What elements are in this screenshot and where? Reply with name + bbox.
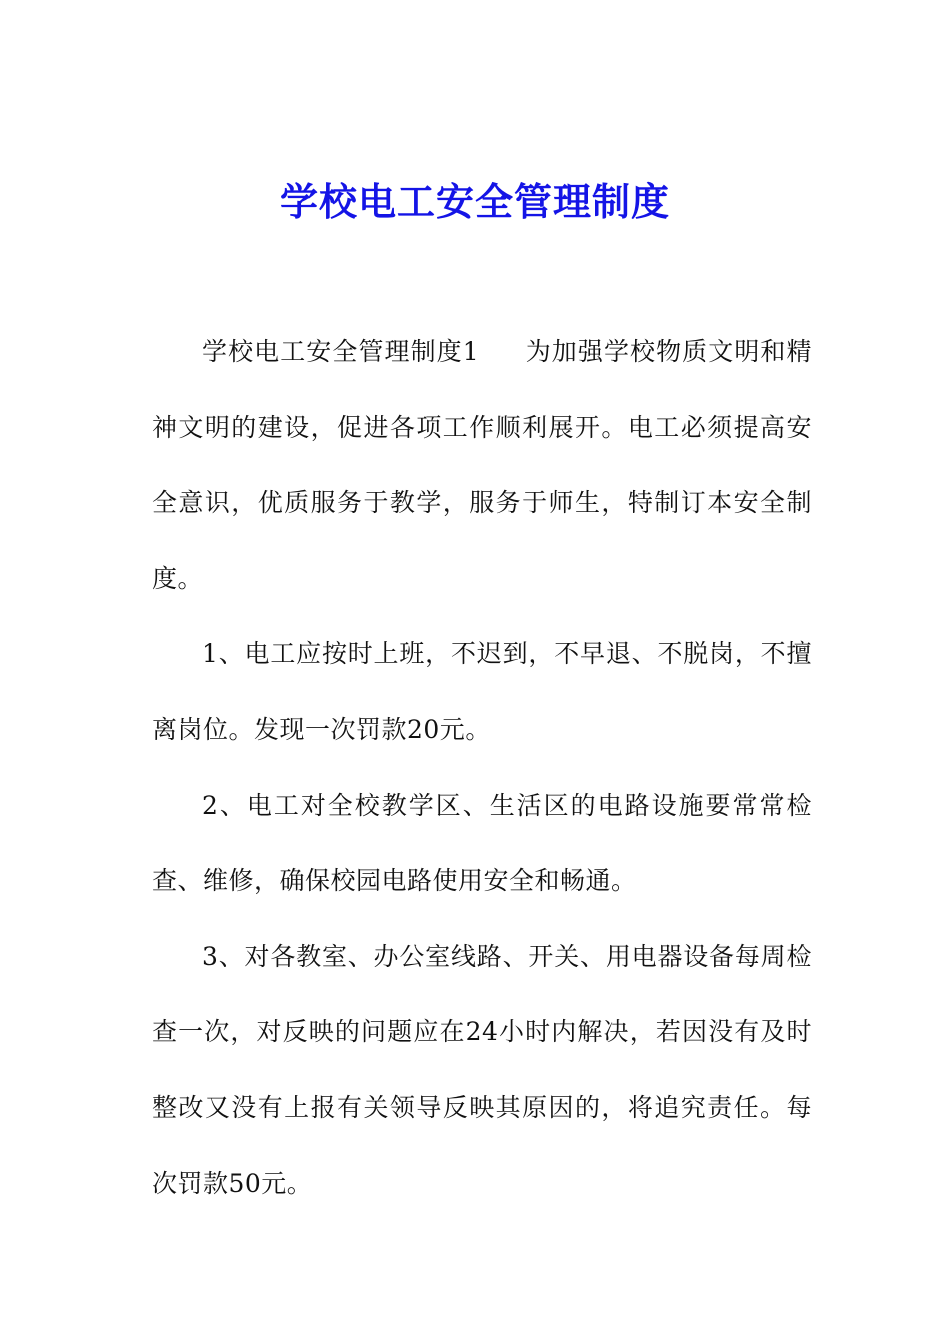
rule-paragraph-3: 3、对各教室、办公室线路、开关、用电器设备每周检查一次，对反映的问题应在24小时内解决，若因没有及时整改又没有上报有关领导反映其原因的，将追究责任。每次罚款50元。 (152, 941, 812, 1198)
document-body (152, 314, 812, 1221)
rule-paragraph-1: 1、电工应按时上班，不迟到，不早退、不脱岗，不擅离岗位。发现一次罚款20元。 (152, 639, 812, 744)
document-title: 学校电工安全管理制度 (279, 179, 670, 224)
intro-paragraph (152, 314, 812, 616)
intro-text: 为加强学校物质文明和精神文明的建设，促进各项工作顺利展开。电工必须提高安全意识，优质服务于教学，服务于师生，特制订本安全制度。 (152, 337, 812, 593)
intro-heading: 学校电工安全管理制度1 (202, 337, 480, 366)
rule-paragraph-2: 2、电工对全校教学区、生活区的电路设施要常常检查、维修，确保校园电路使用安全和畅通。 (152, 790, 812, 896)
